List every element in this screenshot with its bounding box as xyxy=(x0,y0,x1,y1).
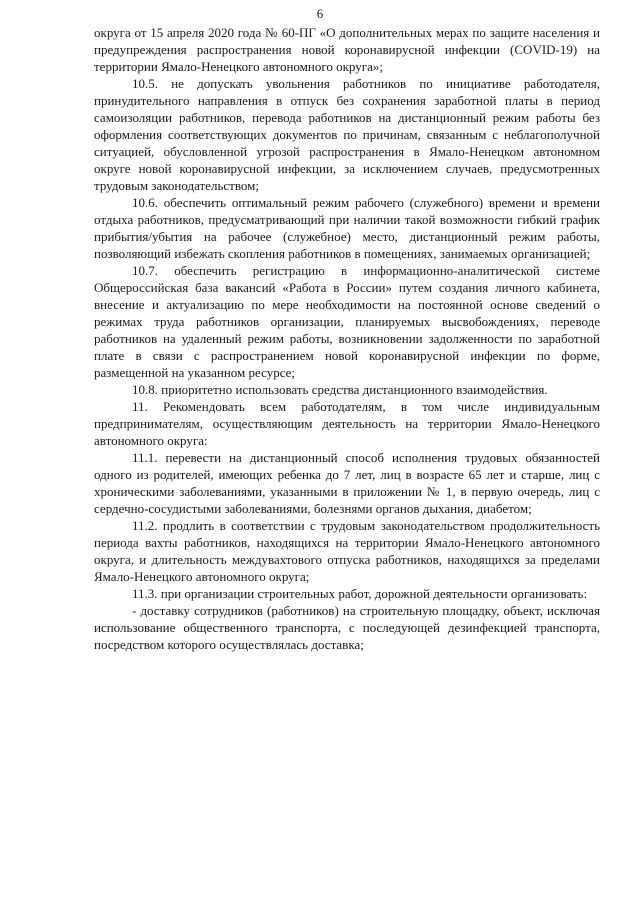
paragraph-10-7: 10.7. обеспечить регистрацию в информационно-аналитической системе Общероссийская база вакансий «Работа в России» путем создания личного кабинета, внесение и актуализацию по мере необходимости на постоянной основе сведений о режимах труда работников организации, планируемых высвобождениях, переводе работников на удаленный режим работы, возникновении задолженности по заработной плате в связи с распространением новой коронавирусной инфекции по форме, размещенной на указанном ресурсе; xyxy=(94,263,600,380)
paragraph-11-3-delivery: - доставку сотрудников (работников) на строительную площадку, объект, исключая использование общественного транспорта, с последующей дезинфекцией транспорта, посредством которого осуществлялась доставка; xyxy=(94,603,600,652)
page-number: 6 xyxy=(316,6,324,21)
paragraph-11-3: 11.3. при организации строительных работ, дорожной деятельности организовать: xyxy=(132,586,588,601)
document-body xyxy=(94,24,600,653)
paragraph-10-8: 10.8. приоритетно использовать средства дистанционного взаимодействия. xyxy=(132,382,548,397)
paragraph-10-5: 10.5. не допускать увольнения работников по инициативе работодателя, принудительного направления в отпуск без сохранения заработной платы в период самоизоляции работников, перевода работников на дистанционный режим работы без оформления соответствующих документов по причинам, связанным с неблагополучной ситуацией, обусловленной угрозой распространения в Ямало-Ненецком автономном округе новой коронавирусной инфекции, за исключением случаев, предусмотренных трудовым законодательством; xyxy=(94,76,600,193)
paragraph-10-6: 10.6. обеспечить оптимальный режим рабочего (служебного) времени и времени отдыха работников, предусматривающий при наличии такой возможности гибкий график прибытия/убытия на рабочее (служебное) место, дистанционный режим работы, позволяющий избежать скопления работников в помещениях, занимаемых организацией; xyxy=(94,195,600,261)
paragraph-covid-decree-ref: округа от 15 апреля 2020 года № 60-ПГ «О дополнительных мерах по защите населения и предупреждения распространения новой коронавирусной инфекции (COVID-19) на территории Ямало-Ненецкого автономного округа»; xyxy=(94,25,600,74)
paragraph-11-1: 11.1. перевести на дистанционный способ исполнения трудовых обязанностей одного из родителей, имеющих ребенка до 7 лет, лиц в возрасте 65 лет и старше, лиц с хроническими заболеваниями, указанными в приложении № 1, в первую очередь, лиц с сердечно-сосудистыми заболеваниями, болезнями органов дыхания, диабетом; xyxy=(94,450,600,516)
paragraph-11: 11. Рекомендовать всем работодателям, в том числе индивидуальным предпринимателям, осуществляющим деятельность на территории Ямало-Ненецкого автономного округа: xyxy=(94,399,600,448)
paragraph-11-2: 11.2. продлить в соответствии с трудовым законодательством продолжительность периода вахты работников, находящихся на территории Ямало-Ненецкого автономного округа, и длительность междувахтового отпуска работников, находящихся за пределами Ямало-Ненецкого автономного округа; xyxy=(94,518,600,584)
